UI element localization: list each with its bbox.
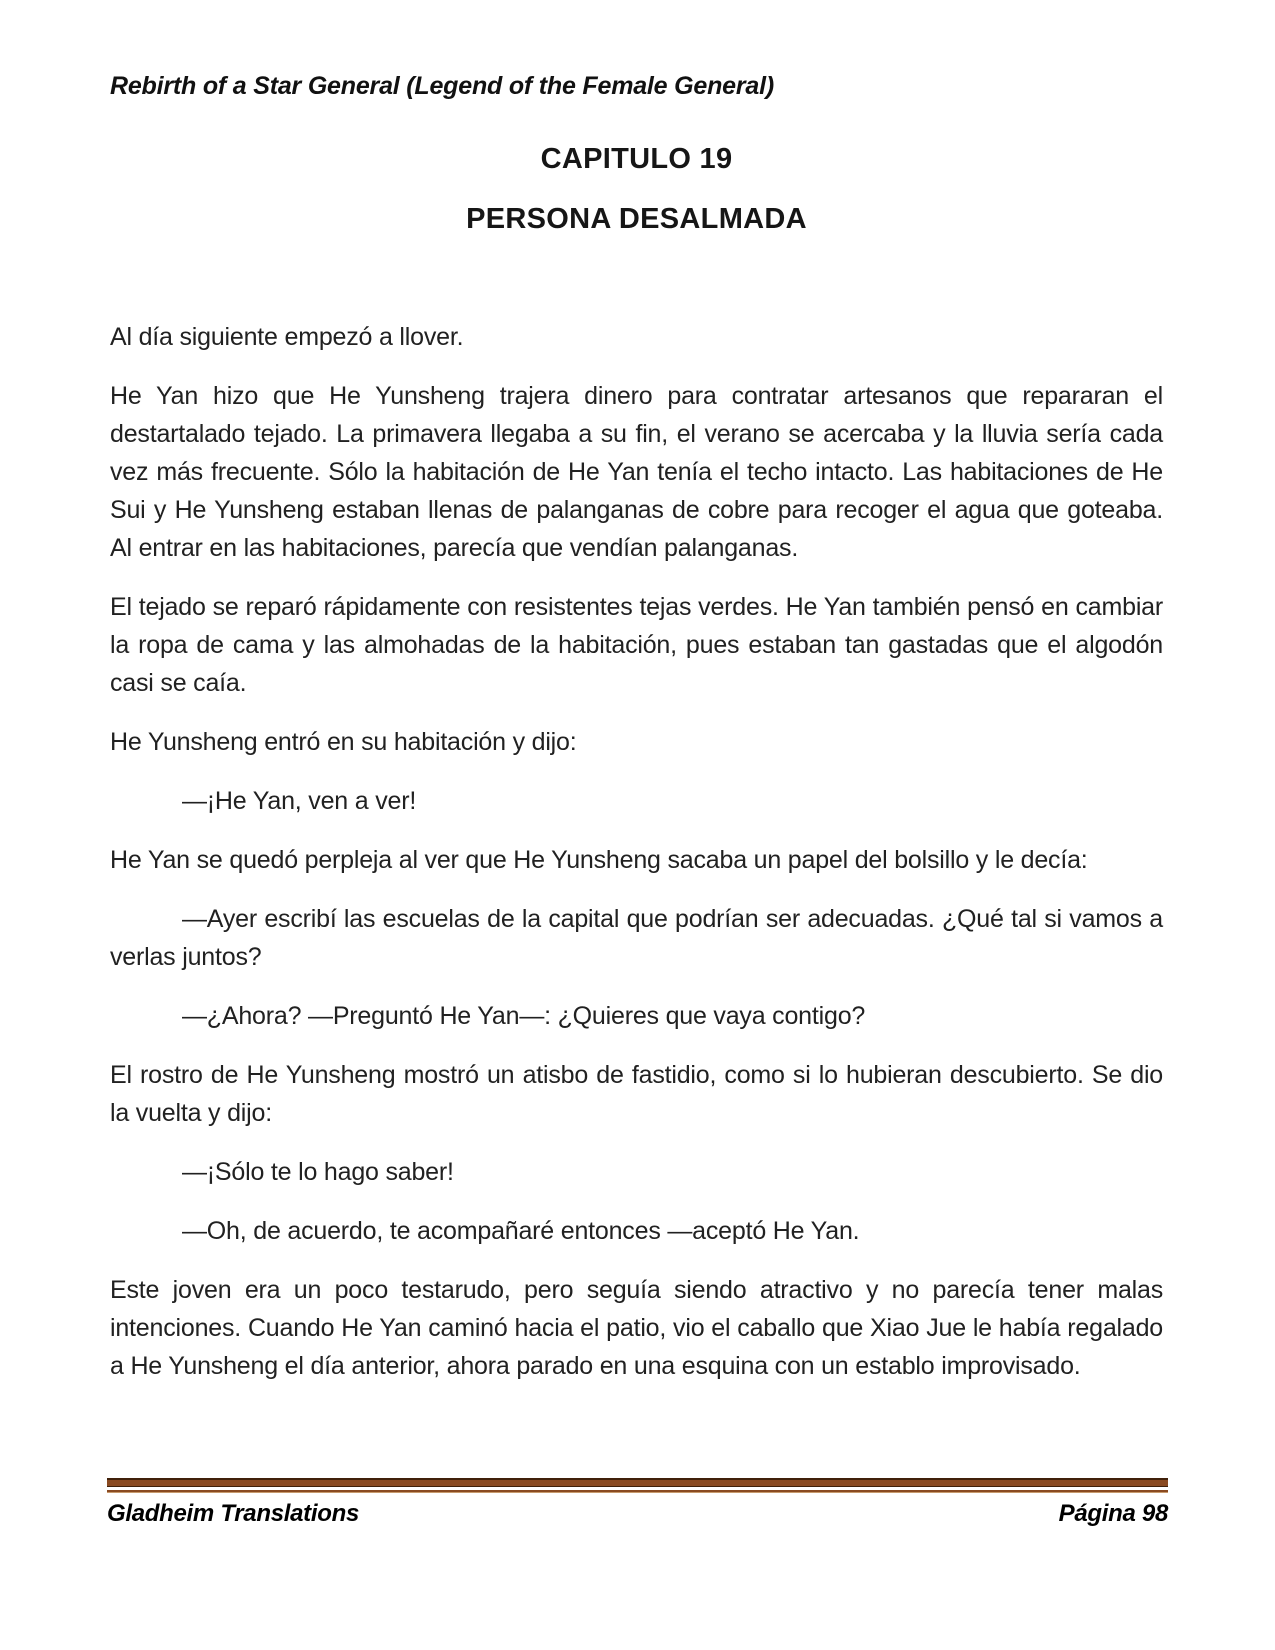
paragraph: Este joven era un poco testarudo, pero seguía siendo atractivo y no parecía tener malas intenciones. Cuando He Yan caminó hacia el patio, vio el caballo que Xiao Jue le había regalado a He Yunsheng el día anterior, ahora parado en una esquina con un establo improvisado.: [110, 1276, 1163, 1380]
chapter-title: PERSONA DESALMADA: [466, 203, 807, 235]
paragraph: Al día siguiente empezó a llover.: [110, 323, 464, 351]
dialog-paragraph: —Ayer escribí las escuelas de la capital que podrían ser adecuadas. ¿Qué tal si vamos a verlas juntos?: [110, 905, 1163, 971]
page-number: Página 98: [1058, 1500, 1168, 1527]
paragraph: He Yan se quedó perpleja al ver que He Yunsheng sacaba un papel del bolsillo y le decía:: [110, 846, 1088, 874]
paragraph: El tejado se reparó rápidamente con resistentes tejas verdes. He Yan también pensó en cambiar la ropa de cama y las almohadas de la habitación, pues estaban tan gastadas que el algodón casi se caía.: [110, 593, 1163, 697]
book-title-header: Rebirth of a Star General (Legend of the Female General): [110, 72, 774, 100]
dialog-paragraph: —¿Ahora? —Preguntó He Yan—: ¿Quieres que vaya contigo?: [182, 1002, 866, 1030]
footer-text-row: [107, 1500, 1168, 1528]
chapter-number: CAPITULO 19: [540, 143, 733, 175]
footer-rule-thin: [107, 1490, 1168, 1493]
translator-credit: Gladheim Translations: [107, 1500, 359, 1527]
paragraph: He Yan hizo que He Yunsheng trajera dinero para contratar artesanos que repararan el destartalado tejado. La primavera llegaba a su fin, el verano se acercaba y la lluvia sería cada vez más frecuente. Sólo la habitación de He Yan tenía el techo intacto. Las habitaciones de He Sui y He Yunsheng estaban llenas de palanganas de cobre para recoger el agua que goteaba. Al entrar en las habitaciones, parecía que vendían palanganas.: [110, 382, 1163, 562]
page-footer: [107, 1478, 1168, 1528]
chapter-heading: [110, 143, 1163, 236]
footer-rule-thick: [107, 1478, 1168, 1487]
paragraph: He Yunsheng entró en su habitación y dijo:: [110, 728, 577, 756]
dialog-paragraph: —Oh, de acuerdo, te acompañaré entonces —aceptó He Yan.: [182, 1217, 860, 1245]
dialog-paragraph: —¡Sólo te lo hago saber!: [182, 1158, 454, 1186]
body-paragraphs: [110, 318, 1163, 1406]
dialog-paragraph: —¡He Yan, ven a ver!: [182, 787, 417, 815]
paragraph: El rostro de He Yunsheng mostró un atisbo de fastidio, como si lo hubieran descubierto. Se dio la vuelta y dijo:: [110, 1061, 1163, 1127]
